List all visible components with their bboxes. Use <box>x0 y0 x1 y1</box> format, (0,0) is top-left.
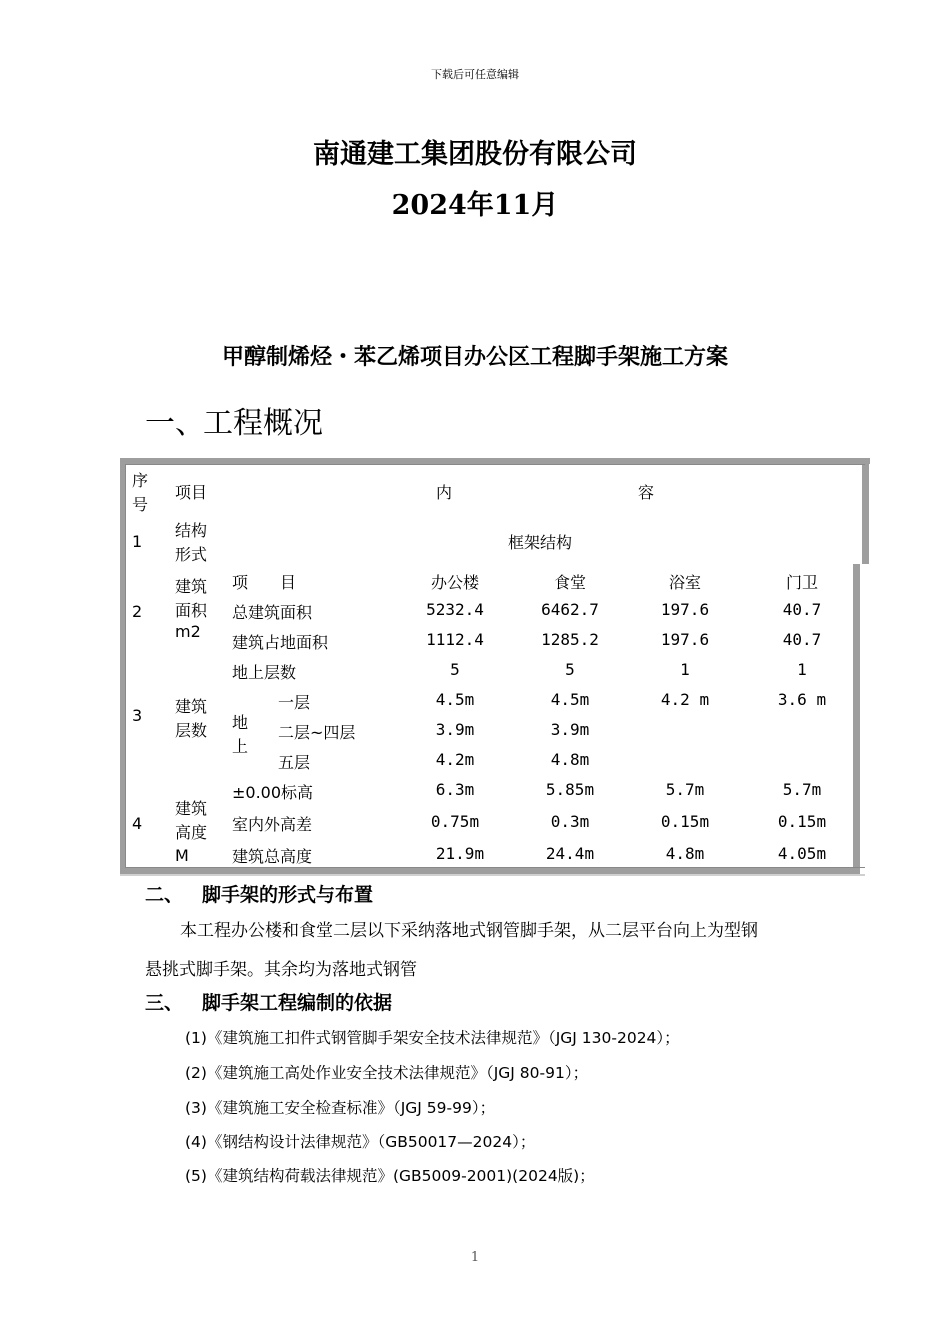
document-title: 甲醇制烯烃・苯乙烯项目办公区工程脚手架施工方案 <box>221 345 728 370</box>
table-cell: 197.6 <box>660 630 710 649</box>
reference-item: (2)《建筑施工高处作业安全技术法律规范》（JGJ 80-91）； <box>185 1064 589 1082</box>
table-cell: 6.3m <box>435 780 475 799</box>
reference-item: (5)《建筑结构荷载法律规范》(GB5009-2001)(2024版)； <box>185 1167 595 1185</box>
row-label: 建筑总高度 <box>232 847 313 866</box>
table-cell: 0.15m <box>777 812 827 831</box>
table-cell: 0.3m <box>550 812 590 831</box>
table-cell: 6462.7 <box>541 600 599 619</box>
section-title: 工程概况 <box>203 406 323 441</box>
page-number: 1 <box>470 1250 480 1265</box>
table-cell: 5 <box>450 660 460 679</box>
header-seq: 序 <box>132 471 149 490</box>
table-cell: 4.8m <box>665 844 705 863</box>
above-ground-label: 上 <box>232 737 249 756</box>
table-cell: 1 <box>797 660 807 679</box>
table-cell: 4.2m <box>435 750 475 769</box>
table-border <box>120 874 865 876</box>
section-number: 二、 <box>145 884 184 906</box>
section-2-heading <box>145 880 373 907</box>
reference-item: (3)《建筑施工安全检查标准》（JGJ 59-99）； <box>185 1099 496 1117</box>
table-cell: 21.9m <box>435 844 485 863</box>
row-label: 室内外高差 <box>232 815 313 834</box>
header-content: 容 <box>638 483 655 502</box>
table-cell: 1112.4 <box>426 630 484 649</box>
table-cell: 5.7m <box>782 780 822 799</box>
row-label: 五层 <box>278 753 311 772</box>
row-seq: 3 <box>132 706 143 725</box>
table-cell: 5.7m <box>665 780 705 799</box>
section-number: 三、 <box>145 992 184 1014</box>
row-seq: 4 <box>132 814 143 833</box>
table-cell: 1 <box>680 660 690 679</box>
row-seq: 1 <box>132 532 143 551</box>
row-item: 层数 <box>175 721 208 740</box>
section-1-heading <box>145 398 323 442</box>
reference-item: (1)《建筑施工扣件式钢管脚手架安全技术法律规范》（JGJ 130-2024）； <box>185 1029 680 1047</box>
row-item: 面积 <box>175 601 208 620</box>
section-title: 脚手架的形式与布置 <box>202 884 374 906</box>
structure-type: 框架结构 <box>508 533 573 552</box>
header-seq: 号 <box>132 495 149 514</box>
body-paragraph: 悬挑式脚手架。其余均为落地式钢管 <box>145 960 417 980</box>
table-cell: 5 <box>565 660 575 679</box>
column-guardroom: 门卫 <box>785 573 818 592</box>
table-cell: 3.6 m <box>777 690 827 709</box>
table-cell: 5.85m <box>545 780 595 799</box>
table-cell: 24.4m <box>545 844 595 863</box>
overview-table <box>120 458 870 880</box>
row-item: 结构 <box>175 521 208 540</box>
header-note: 下载后可任意编辑 <box>431 68 519 81</box>
above-ground-label: 地 <box>232 713 249 732</box>
header-content: 内 <box>436 483 453 502</box>
body-paragraph: 本工程办公楼和食堂二层以下采纳落地式钢管脚手架，从二层平台向上为型钢 <box>180 921 758 941</box>
table-cell: 5232.4 <box>426 600 484 619</box>
table-cell: 4.05m <box>777 844 827 863</box>
section-number: 一、 <box>145 406 205 441</box>
table-cell: 4.2 m <box>660 690 710 709</box>
table-cell: 3.9m <box>550 720 590 739</box>
column-bathroom: 浴室 <box>668 573 701 592</box>
row-item: 形式 <box>175 545 208 564</box>
header-item: 项目 <box>175 483 208 502</box>
row-item: 建筑 <box>175 577 208 596</box>
row-label: ±0.00标高 <box>232 783 314 802</box>
column-office: 办公楼 <box>430 573 479 592</box>
column-canteen: 食堂 <box>553 573 586 592</box>
document-date: 2024年11月 <box>391 190 559 221</box>
row-item: 建筑 <box>175 799 208 818</box>
row-label: 总建筑面积 <box>232 603 313 622</box>
table-cell: 4.5m <box>435 690 475 709</box>
table-cell: 197.6 <box>660 600 710 619</box>
row-seq: 2 <box>132 602 143 621</box>
table-cell: 1285.2 <box>541 630 599 649</box>
section-title: 脚手架工程编制的依据 <box>202 992 393 1014</box>
table-cell: 3.9m <box>435 720 475 739</box>
row-item: 高度 <box>175 823 208 842</box>
row-item: 建筑 <box>175 697 208 716</box>
row-label: 一层 <box>278 693 311 712</box>
row-label: 地上层数 <box>232 663 297 682</box>
table-cell: 40.7 <box>782 630 822 649</box>
table-cell: 4.8m <box>550 750 590 769</box>
row-item: m2 <box>175 622 201 641</box>
table-cell: 40.7 <box>782 600 822 619</box>
reference-item: (4)《钢结构设计法律规范》（GB50017—2024）； <box>185 1133 536 1151</box>
table-cell: 4.5m <box>550 690 590 709</box>
row-label: 二层~四层 <box>278 723 356 742</box>
company-name: 南通建工集团股份有限公司 <box>313 139 637 170</box>
table-cell: 0.15m <box>660 812 710 831</box>
column-label: 项 目 <box>232 573 297 592</box>
table-cell: 0.75m <box>430 812 480 831</box>
row-label: 建筑占地面积 <box>232 633 329 652</box>
row-item: M <box>175 846 189 865</box>
section-3-heading <box>145 988 392 1015</box>
